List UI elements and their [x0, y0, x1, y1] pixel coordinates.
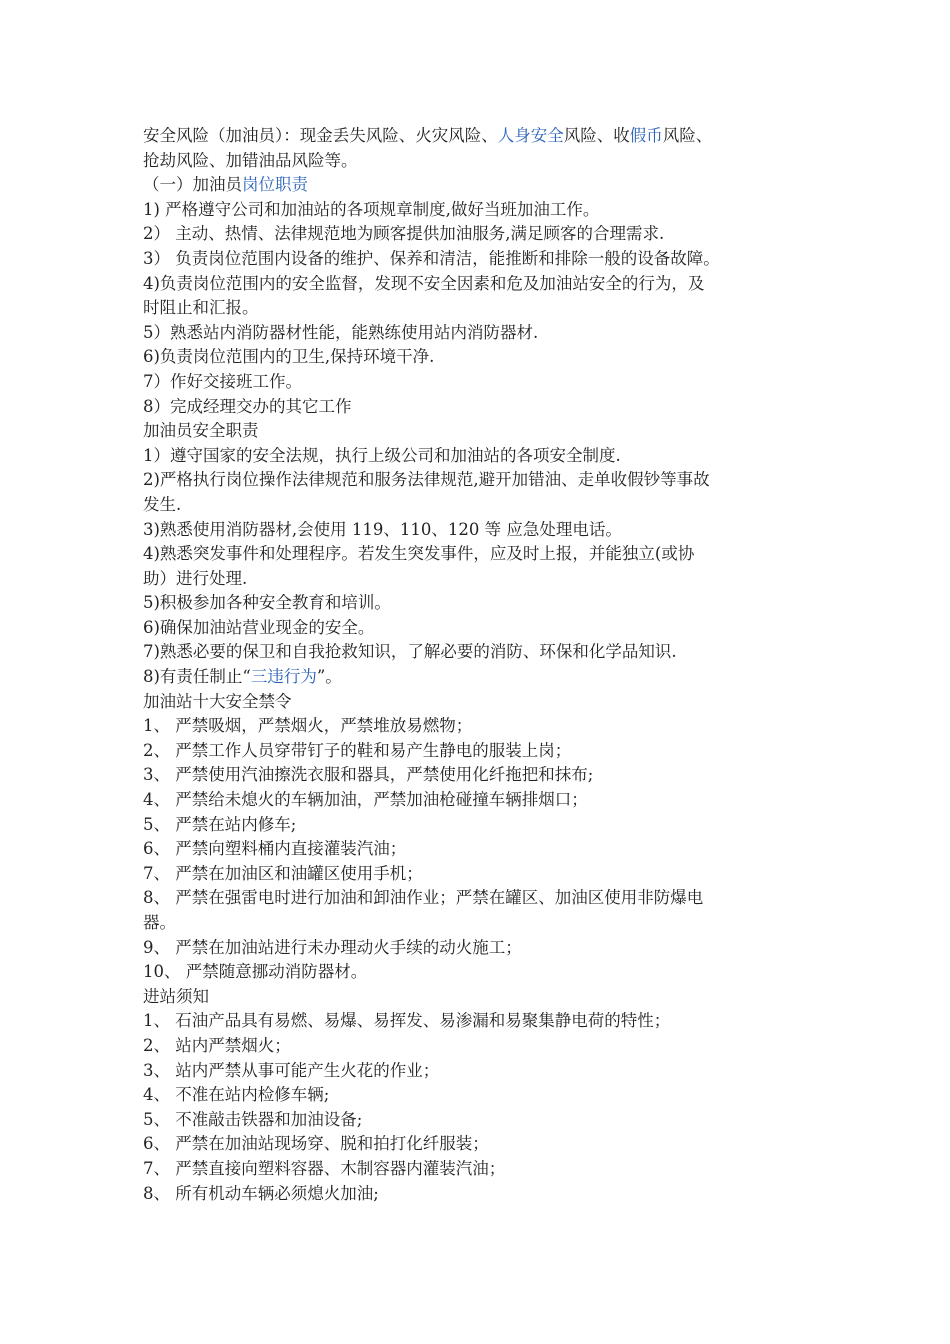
list-item: 3、 站内严禁从事可能产生火花的作业； — [143, 1060, 440, 1080]
list-item: 助）进行处理. — [143, 568, 248, 588]
list-item: 发生. — [143, 494, 182, 514]
section4-list — [143, 1009, 813, 1206]
section1-title-prefix: （一）加油员 — [143, 175, 242, 195]
section2-last-suffix: ”。 — [316, 667, 342, 687]
intro-line-1 — [143, 124, 813, 149]
list-item — [143, 665, 813, 690]
section4-title: 进站须知 — [143, 986, 209, 1006]
list-item: 4、 不准在站内检修车辆; — [143, 1085, 330, 1105]
list-item: 7、 严禁直接向塑料容器、木制容器内灌装汽油； — [143, 1158, 506, 1178]
list-item: 5、 严禁在站内修车; — [143, 814, 297, 834]
section2-last-prefix: 8)有责任制止“ — [143, 667, 251, 687]
link-personal-safety[interactable]: 人身安全 — [497, 126, 564, 145]
list-item: 6、 严禁在加油站现场穿、脱和拍打化纤服装； — [143, 1134, 489, 1154]
list-item: 8、 所有机动车辆必须熄火加油; — [143, 1183, 379, 1203]
list-item: 8）完成经理交办的其它工作 — [143, 396, 352, 416]
list-item: 6)确保加油站营业现金的安全。 — [143, 617, 375, 637]
intro-text-1: 安全风险（加油员）：现金丢失风险、火灾风险、 — [143, 126, 498, 145]
list-item: 5)积极参加各种安全教育和培训。 — [143, 593, 391, 613]
list-item: 4)熟悉突发事件和处理程序。若发生突发事件，应及时上报，并能独立(或协 — [143, 544, 695, 564]
list-item: 2)严格执行岗位操作法律规范和服务法律规范,避开加错油、走单收假钞等事故 — [143, 470, 710, 490]
list-item: 3） 负责岗位范围内设备的维护、保养和清洁，能推断和排除一般的设备故障。 — [143, 248, 720, 268]
link-counterfeit-money[interactable]: 假币 — [629, 126, 663, 145]
intro-line-2: 抢劫风险、加错油品风险等。 — [143, 150, 358, 170]
section1-title — [143, 173, 813, 198]
section2-list — [143, 444, 813, 690]
section2-title: 加油员安全职责 — [143, 421, 259, 441]
list-item: 器。 — [143, 913, 176, 932]
list-item: 3、 严禁使用汽油擦洗衣服和器具，严禁使用化纤拖把和抹布; — [143, 765, 594, 785]
list-item: 2） 主动、热情、法律规范地为顾客提供加油服务,满足顾客的合理需求. — [143, 224, 665, 244]
list-item: 1）遵守国家的安全法规，执行上级公司和加油站的各项安全制度. — [143, 445, 621, 465]
list-item: 10、 严禁随意挪动消防器材。 — [143, 962, 368, 982]
list-item: 2、 严禁工作人员穿带钉子的鞋和易产生静电的服装上岗； — [143, 740, 572, 760]
list-item: 1) 严格遵守公司和加油站的各项规章制度,做好当班加油工作。 — [143, 199, 600, 219]
intro-text-3: 风险、 — [662, 126, 713, 145]
list-item: 3)熟悉使用消防器材,会使用 119、110、120 等 应急处理电话。 — [143, 519, 622, 539]
list-item: 7）作好交接班工作。 — [143, 371, 302, 391]
list-item: 6、 严禁向塑料桶内直接灌装汽油； — [143, 839, 407, 859]
list-item: 7)熟悉必要的保卫和自我抢救知识，了解必要的消防、环保和化学品知识. — [143, 642, 677, 662]
section3-title: 加油站十大安全禁令 — [143, 691, 292, 711]
list-item: 4)负责岗位范围内的安全监督，发现不安全因素和危及加油站安全的行为，及 — [143, 273, 705, 293]
list-item: 2、 站内严禁烟火； — [143, 1035, 291, 1055]
intro-text-2: 风险、收 — [563, 126, 630, 145]
list-item: 时阻止和汇报。 — [143, 298, 259, 318]
list-item: 6)负责岗位范围内的卫生,保持环境干净. — [143, 347, 435, 367]
section3-list — [143, 714, 813, 985]
list-item: 5、 不准敲击铁器和加油设备; — [143, 1109, 363, 1129]
list-item: 9、 严禁在加油站进行未办理动火手续的动火施工； — [143, 937, 522, 957]
list-item: 1、 严禁吸烟，严禁烟火，严禁堆放易燃物； — [143, 716, 473, 736]
link-job-duties[interactable]: 岗位职责 — [242, 175, 308, 195]
list-item: 1、 石油产品具有易燃、易爆、易挥发、易渗漏和易聚集静电荷的特性； — [143, 1011, 671, 1031]
list-item: 8、 严禁在强雷电时进行加油和卸油作业；严禁在罐区、加油区使用非防爆电 — [143, 888, 704, 908]
list-item: 5）熟悉站内消防器材性能，能熟练使用站内消防器材. — [143, 322, 539, 342]
link-three-violations[interactable]: 三违行为 — [250, 667, 317, 687]
section1-list — [143, 198, 813, 419]
list-item: 7、 严禁在加油区和油罐区使用手机； — [143, 863, 423, 883]
list-item: 4、 严禁给未熄火的车辆加油，严禁加油枪碰撞车辆排烟口； — [143, 790, 588, 810]
document-body — [143, 124, 813, 1206]
